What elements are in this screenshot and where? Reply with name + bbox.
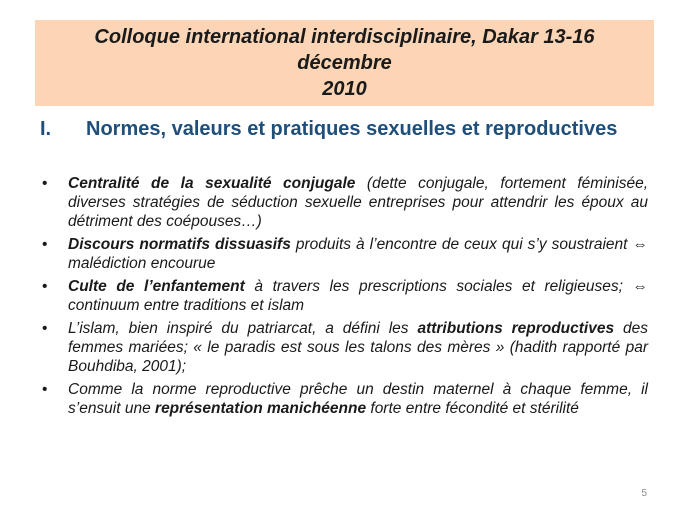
equivalence-arrow-icon: ⇔ — [632, 278, 649, 295]
bullet-dot-icon: • — [42, 278, 48, 295]
bullet-item-5 — [40, 380, 648, 418]
bullet-item-1 — [40, 174, 648, 231]
bullet-5-bold: représentation manichéenne — [155, 400, 367, 417]
bullet-5-text-b: forte entre fécondité et stérilité — [366, 400, 579, 417]
bullet-dot-icon: • — [42, 320, 48, 337]
title-banner — [35, 20, 654, 106]
bullet-1-bold: Centralité de la sexualité conjugale — [68, 175, 356, 192]
bullet-3-text-a: à travers les prescriptions sociales et religieuses; — [244, 278, 633, 295]
bullet-item-2 — [40, 235, 648, 273]
bullet-2-text-b: malédiction encourue — [68, 255, 216, 272]
bullet-4-text-a: L’islam, bien inspiré du patriarcat, a défini les — [68, 320, 418, 337]
bullet-dot-icon: • — [42, 236, 48, 253]
bullet-3-text-b: continuum entre traditions et islam — [68, 297, 305, 314]
bullet-2-text-a: produits à l’encontre de ceux qui s’y soustraient — [290, 236, 633, 253]
bullet-3-bold: Culte de l’enfantement — [68, 278, 245, 295]
section-number: I. — [40, 118, 52, 140]
equivalence-arrow-icon: ⇔ — [632, 236, 648, 253]
bullet-item-3 — [40, 277, 648, 315]
section-title: Normes, valeurs et pratiques sexuelles et reproductives — [86, 118, 618, 140]
conference-title — [45, 24, 644, 102]
bullet-2-bold: Discours normatifs dissuasifs — [68, 236, 291, 253]
bullet-4-bold: attributions reproductives — [417, 320, 615, 337]
bullet-list — [40, 174, 648, 422]
section-heading — [40, 118, 660, 141]
conference-title-line2: 2010 — [322, 78, 367, 100]
page-number: 5 — [641, 488, 647, 499]
bullet-dot-icon: • — [42, 381, 48, 398]
conference-title-line1: Colloque international interdisciplinaire, Dakar 13-16 décembre — [94, 26, 595, 74]
bullet-5-text-a: Comme la norme reproductive prêche un destin maternel à chaque femme, il s’ensuit une — [68, 381, 648, 417]
bullet-dot-icon: • — [42, 175, 48, 192]
bullet-item-4 — [40, 319, 648, 376]
bullet-4-text-b: des femmes mariées; « le paradis est sous les talons des mères » (hadith rapporté par Bouhdiba, 2001); — [68, 320, 648, 375]
bullet-1-text: (dette conjugale, fortement féminisée, diverses stratégies de séduction sexuelle entreprises pour attendrir les époux au détriment des coépouses…) — [68, 175, 648, 230]
